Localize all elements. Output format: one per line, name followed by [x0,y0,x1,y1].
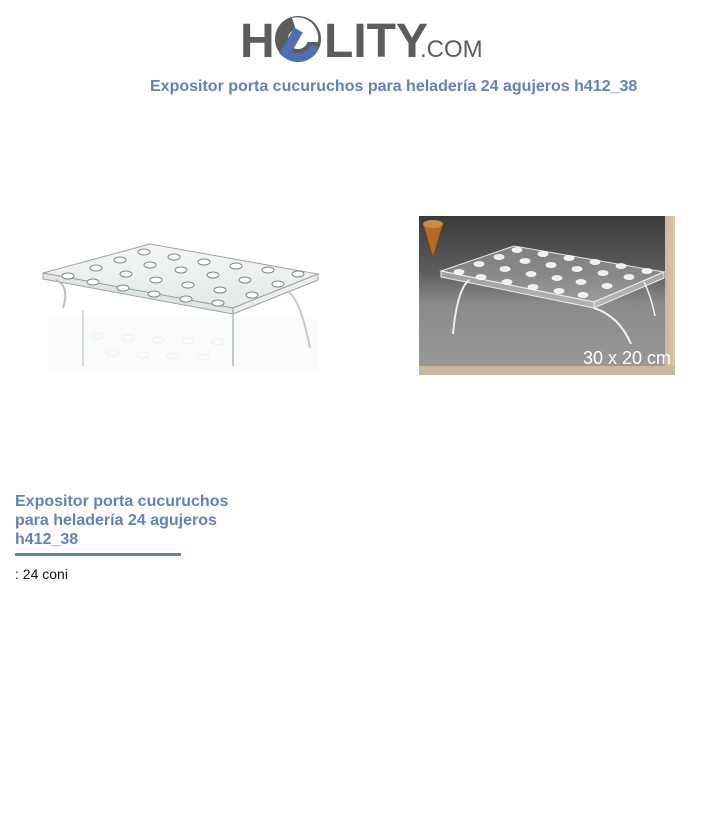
section-divider [15,553,181,556]
dimension-caption: 30 x 20 cm [582,348,671,368]
logo-o-icon [275,16,321,62]
logo-letter-h: H [240,15,275,68]
product-section-title: Expositor porta cucuruchos para heladería 24 agujeros h412_38 [15,493,229,548]
product-image-white-background[interactable] [38,238,328,378]
product-image-with-cone[interactable] [419,216,675,375]
logo-dot-com: .COM [420,36,483,63]
holity-logo[interactable] [240,10,485,70]
product-spec: : 24 coni [15,566,68,582]
logo-letters-lity: LITY [324,15,428,68]
page-title: Expositor porta cucuruchos para heladería 24 agujeros h412_38 [150,78,638,95]
